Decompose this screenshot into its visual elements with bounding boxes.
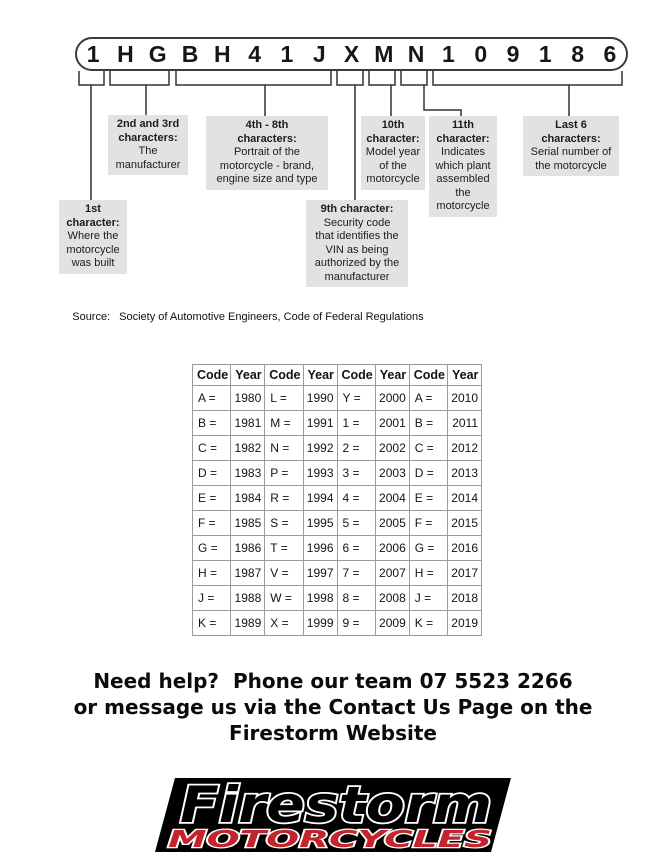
- code-cell: M =: [265, 411, 303, 436]
- callout-body-line: manufacturer: [115, 158, 181, 171]
- help-line: Need help? Phone our team 07 5523 2266: [93, 669, 573, 693]
- callout-body-line: assembled: [436, 173, 490, 185]
- year-cell: 2008: [375, 586, 409, 611]
- code-cell: L =: [265, 386, 303, 411]
- callout-body-line: was built: [71, 257, 115, 269]
- callout-body-line: Serial number of: [530, 146, 612, 158]
- callout-body-line: The: [138, 145, 158, 157]
- vin-character: B: [181, 40, 199, 67]
- code-cell: G =: [193, 536, 231, 561]
- callout-body-line: Portrait of the: [233, 146, 301, 158]
- table-row: [193, 386, 482, 411]
- year-cell: 1997: [303, 561, 337, 586]
- callout-title-line: 9th character:: [320, 203, 394, 215]
- callout-body-line: VIN as being: [325, 243, 389, 256]
- year-cell: 2000: [375, 386, 409, 411]
- vin-character: 1: [442, 40, 455, 67]
- code-cell: H =: [193, 561, 231, 586]
- year-cell: 1987: [231, 561, 265, 586]
- help-line: or message us via the Contact Us Page on the: [73, 695, 593, 719]
- year-table-header: Year: [231, 365, 265, 386]
- code-cell: K =: [409, 611, 447, 636]
- logo-tagline-text: MOTORCYCLES: [168, 827, 492, 853]
- code-cell: 7 =: [337, 561, 375, 586]
- callout-title-line: characters:: [118, 131, 178, 144]
- code-cell: K =: [193, 611, 231, 636]
- firestorm-logo-graphic: [155, 776, 511, 858]
- vin-character: M: [374, 40, 394, 67]
- year-table-header: Code: [337, 365, 375, 386]
- table-row: [193, 611, 482, 636]
- code-cell: J =: [409, 586, 447, 611]
- year-cell: 1995: [303, 511, 337, 536]
- source-line: [60, 299, 424, 335]
- year-cell: 2005: [375, 511, 409, 536]
- callout-body-line: the motorcycle: [535, 159, 607, 172]
- callout-body-line: motorcycle - brand,: [219, 159, 315, 172]
- year-table-header: Code: [193, 365, 231, 386]
- year-cell: 2003: [375, 461, 409, 486]
- code-cell: P =: [265, 461, 303, 486]
- year-cell: 2019: [448, 611, 482, 636]
- callout-box: [108, 115, 188, 175]
- callout-body-line: manufacturer: [324, 270, 390, 283]
- callout-title-line: 10th: [381, 119, 405, 131]
- table-row: [193, 436, 482, 461]
- code-cell: F =: [193, 511, 231, 536]
- code-cell: W =: [265, 586, 303, 611]
- year-cell: 2002: [375, 436, 409, 461]
- year-cell: 2017: [448, 561, 482, 586]
- help-line: Firestorm Website: [229, 721, 437, 745]
- callout-body-line: Indicates: [440, 146, 486, 158]
- year-cell: 1986: [231, 536, 265, 561]
- code-cell: A =: [409, 386, 447, 411]
- code-cell: V =: [265, 561, 303, 586]
- firestorm-logo: [155, 776, 511, 858]
- callout-title-line: character:: [436, 132, 490, 145]
- code-cell: J =: [193, 586, 231, 611]
- code-cell: F =: [409, 511, 447, 536]
- callout-title-line: 1st: [85, 203, 101, 215]
- callout-title-line: 2nd and 3rd: [116, 118, 180, 130]
- callout-title-line: Last 6: [555, 119, 587, 131]
- table-row: [193, 461, 482, 486]
- year-cell: 2007: [375, 561, 409, 586]
- year-cell: 1996: [303, 536, 337, 561]
- year-cell: 2009: [375, 611, 409, 636]
- year-cell: 2016: [448, 536, 482, 561]
- year-cell: 2004: [375, 486, 409, 511]
- year-table-header: Year: [303, 365, 337, 386]
- callout-box: [361, 116, 425, 190]
- callout-title-line: 4th - 8th: [245, 119, 289, 131]
- vin-character: J: [312, 40, 326, 67]
- code-cell: G =: [409, 536, 447, 561]
- year-table-header: Code: [265, 365, 303, 386]
- callout-title-line: characters:: [237, 132, 297, 145]
- year-cell: 1992: [303, 436, 337, 461]
- code-cell: D =: [193, 461, 231, 486]
- callout-body-line: the: [455, 186, 471, 199]
- callout-box: [429, 116, 497, 217]
- year-table-header: Year: [448, 365, 482, 386]
- callout-body-line: authorized by the: [314, 257, 400, 269]
- year-cell: 2011: [448, 411, 482, 436]
- vin-character: 0: [474, 40, 488, 67]
- logo-brand-text: Firestorm: [180, 776, 492, 834]
- code-cell: 9 =: [337, 611, 375, 636]
- code-cell: 4 =: [337, 486, 375, 511]
- table-row: [193, 411, 482, 436]
- code-cell: H =: [409, 561, 447, 586]
- source-text: Society of Automotive Engineers, Code of Federal Regulations: [119, 311, 424, 323]
- code-cell: S =: [265, 511, 303, 536]
- code-cell: Y =: [337, 386, 375, 411]
- vin-character: 8: [571, 40, 584, 67]
- year-cell: 2006: [375, 536, 409, 561]
- callout-title-line: characters:: [541, 132, 601, 145]
- code-cell: C =: [409, 436, 447, 461]
- table-header-row: [193, 365, 482, 386]
- callout-body-line: Where the: [67, 230, 119, 242]
- table-row: [193, 536, 482, 561]
- year-table-header: Year: [375, 365, 409, 386]
- callout-box: [523, 116, 619, 176]
- vin-character: 1: [280, 40, 294, 67]
- callout-title-line: character:: [366, 132, 420, 145]
- table-row: [193, 586, 482, 611]
- vin-character: 9: [506, 40, 520, 67]
- callout-title-line: 11th: [451, 119, 474, 131]
- year-cell: 1990: [303, 386, 337, 411]
- year-cell: 2010: [448, 386, 482, 411]
- year-cell: 1983: [231, 461, 265, 486]
- year-cell: 1998: [303, 586, 337, 611]
- vin-character: G: [148, 40, 167, 67]
- code-cell: T =: [265, 536, 303, 561]
- year-cell: 1991: [303, 411, 337, 436]
- table-row: [193, 486, 482, 511]
- code-cell: X =: [265, 611, 303, 636]
- callout-box: [59, 200, 127, 274]
- code-cell: 5 =: [337, 511, 375, 536]
- year-cell: 2013: [448, 461, 482, 486]
- year-cell: 2001: [375, 411, 409, 436]
- vin-character: 1: [86, 40, 100, 67]
- code-cell: 3 =: [337, 461, 375, 486]
- year-cell: 2012: [448, 436, 482, 461]
- year-cell: 1988: [231, 586, 265, 611]
- table-row: [193, 561, 482, 586]
- year-cell: 1993: [303, 461, 337, 486]
- code-cell: R =: [265, 486, 303, 511]
- callout-body-line: motorcycle: [366, 173, 420, 185]
- year-cell: 2015: [448, 511, 482, 536]
- callout-box: [306, 200, 408, 287]
- year-code-table: [192, 364, 482, 636]
- code-cell: 1 =: [337, 411, 375, 436]
- year-cell: 2018: [448, 586, 482, 611]
- code-cell: 2 =: [337, 436, 375, 461]
- vin-character: 1: [538, 40, 552, 67]
- year-cell: 1994: [303, 486, 337, 511]
- year-table-header: Code: [409, 365, 447, 386]
- code-cell: E =: [193, 486, 231, 511]
- code-cell: N =: [265, 436, 303, 461]
- source-label: Source:: [72, 311, 111, 323]
- year-cell: 1982: [231, 436, 265, 461]
- vin-character: H: [117, 40, 134, 67]
- help-message: [0, 668, 666, 746]
- code-cell: B =: [409, 411, 447, 436]
- callout-title-line: character:: [66, 216, 120, 229]
- vin-character: N: [407, 40, 425, 67]
- year-cell: 1999: [303, 611, 337, 636]
- callout-body-line: Model year: [365, 146, 421, 158]
- code-cell: 6 =: [337, 536, 375, 561]
- callout-body-line: motorcycle: [436, 200, 490, 212]
- code-cell: C =: [193, 436, 231, 461]
- table-row: [193, 511, 482, 536]
- code-cell: A =: [193, 386, 231, 411]
- year-cell: 1985: [231, 511, 265, 536]
- callout-body-line: engine size and type: [216, 173, 318, 185]
- year-cell: 1980: [231, 386, 265, 411]
- callout-body-line: that identifies the: [315, 230, 399, 242]
- callout-box: [206, 116, 328, 190]
- vin-character: H: [214, 40, 231, 67]
- vin-character: X: [343, 40, 360, 67]
- code-cell: 8 =: [337, 586, 375, 611]
- code-cell: D =: [409, 461, 447, 486]
- code-cell: E =: [409, 486, 447, 511]
- vin-character: 4: [248, 40, 262, 67]
- year-cell: 2014: [448, 486, 482, 511]
- vin-character: 6: [603, 40, 617, 67]
- code-cell: B =: [193, 411, 231, 436]
- year-cell: 1981: [231, 411, 265, 436]
- callout-body-line: Security code: [323, 216, 391, 229]
- callout-body-line: of the: [379, 159, 407, 172]
- callout-body-line: motorcycle: [66, 243, 120, 256]
- callout-body-line: which plant: [435, 159, 491, 172]
- year-cell: 1989: [231, 611, 265, 636]
- year-cell: 1984: [231, 486, 265, 511]
